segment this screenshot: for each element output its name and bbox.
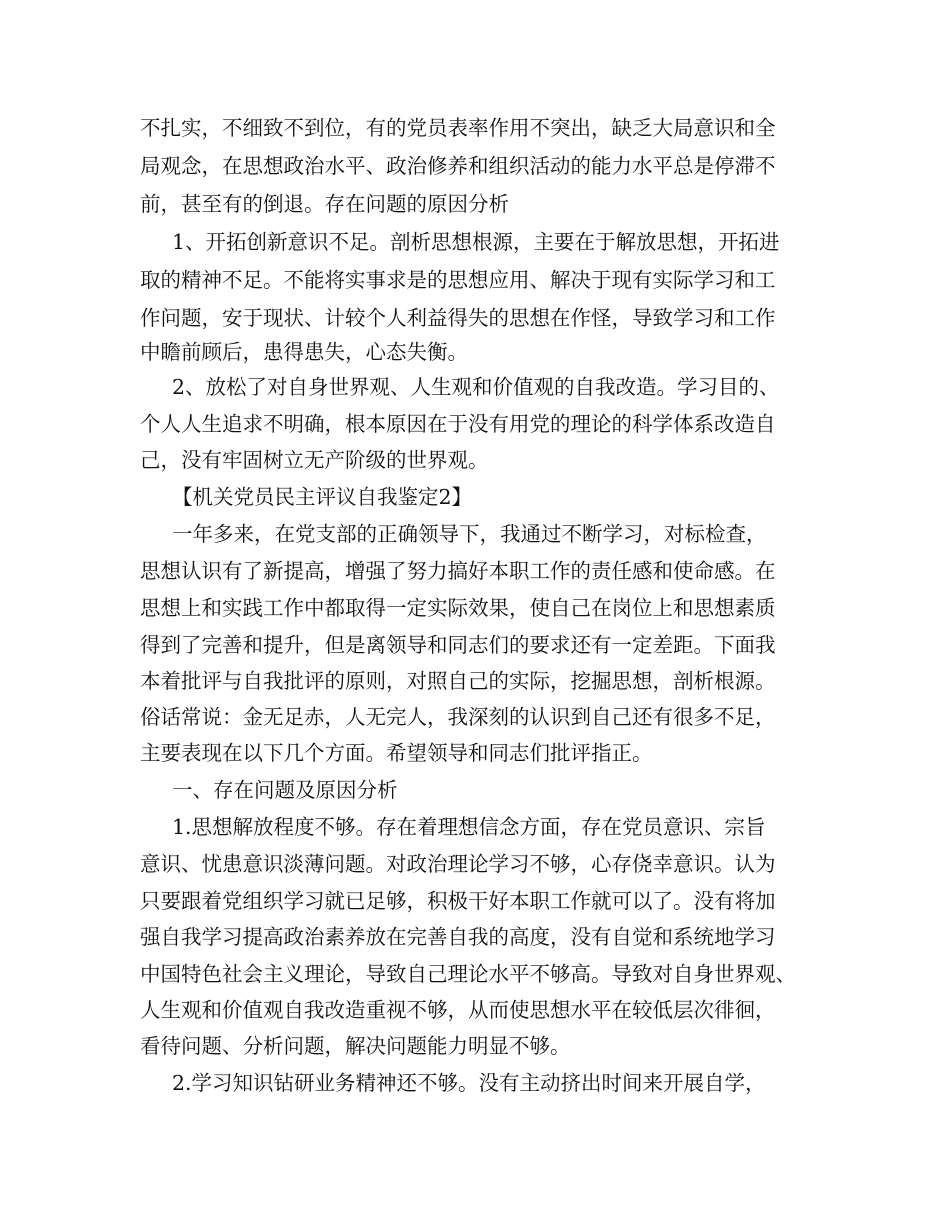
text-line: 前，甚至有的倒退。存在问题的原因分析	[140, 192, 509, 216]
text-line: 本着批评与自我批评的原则，对照自己的实际，挖掘思想，剖析根源。	[140, 669, 776, 693]
text-line: 看待问题、分析问题，解决问题能力明显不够。	[140, 1034, 571, 1058]
text-line: 得到了完善和提升，但是离领导和同志们的要求还有一定差距。下面我	[140, 633, 776, 657]
text-line: 只要跟着党组织学习就已足够，积极干好本职工作就可以了。没有将加	[140, 889, 776, 913]
text-line: 意识、忧患意识淡薄问题。对政治理论学习不够，心存侥幸意识。认为	[140, 852, 776, 876]
text-line: 取的精神不足。不能将实事求是的思想应用、解决于现有实际学习和工	[140, 268, 776, 292]
text-line: 1.思想解放程度不够。存在着理想信念方面，存在党员意识、宗旨	[172, 815, 766, 839]
text-line: 不扎实，不细致不到位，有的党员表率作用不突出，缺乏大局意识和全	[140, 116, 776, 140]
text-line: 人生观和价值观自我改造重视不够，从而使思想水平在较低层次徘徊，	[140, 998, 776, 1022]
subsection-heading: 一、存在问题及原因分析	[172, 778, 398, 802]
text-line: 主要表现在以下几个方面。希望领导和同志们批评指正。	[140, 741, 653, 765]
text-line: 俗话常说：金无足赤，人无完人，我深刻的认识到自己还有很多不足，	[140, 705, 776, 729]
text-line: 1、开拓创新意识不足。剖析思想根源，主要在于解放思想，开拓进	[172, 230, 780, 254]
text-line: 中瞻前顾后，患得患失，心态失衡。	[140, 340, 468, 364]
text-line: 2.学习知识钻研业务精神还不够。没有主动挤出时间来开展自学，	[172, 1071, 766, 1095]
text-line: 作问题，安于现状、计较个人利益得失的思想在作怪，导致学习和工作	[140, 306, 776, 330]
text-line: 强自我学习提高政治素养放在完善自我的高度，没有自觉和系统地学习	[140, 925, 776, 949]
text-line: 一年多来，在党支部的正确领导下，我通过不断学习，对标检查，	[172, 522, 767, 546]
text-line: 己，没有牢固树立无产阶级的世界观。	[140, 448, 489, 472]
text-line: 2、放松了对自身世界观、人生观和价值观的自我改造。学习目的、	[172, 375, 780, 399]
text-line: 思想认识有了新提高，增强了努力搞好本职工作的责任感和使命感。在	[140, 559, 776, 583]
text-line: 个人人生追求不明确，根本原因在于没有用党的理论的科学体系改造自	[140, 412, 776, 436]
text-line: 局观念，在思想政治水平、政治修养和组织活动的能力水平总是停滞不	[140, 154, 776, 178]
text-line: 思想上和实践工作中都取得一定实际效果，使自己在岗位上和思想素质	[140, 596, 776, 620]
section-heading: 【机关党员民主评议自我鉴定2】	[172, 485, 473, 509]
text-line: 中国特色社会主义理论，导致自己理论水平不够高。导致对自身世界观、	[140, 962, 796, 986]
